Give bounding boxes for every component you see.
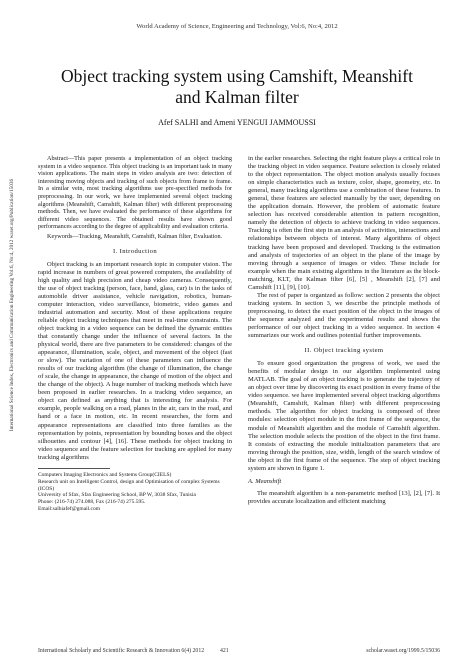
side-margin-strip xyxy=(9,170,17,440)
left-column xyxy=(38,155,232,513)
page-number: 421 xyxy=(220,648,229,654)
right-paragraph-2: The rest of paper is organized as follow: section 2 presents the object tracking system. In section 3, we describe the principle methods of preprocessing, to detect the exact position of the object in the images of the sequence analyzed and the experimental results and shows the performance of our object tracking in a video sequence. In section 4 summarizes our work and outlines potential further improvements. xyxy=(248,291,440,340)
footer-link[interactable]: scholar.waset.org/1999.5/15036 xyxy=(366,648,440,654)
title-line-1: Object tracking system using Camshift, Meanshift xyxy=(61,66,413,86)
footnote xyxy=(38,472,232,513)
footnote-rule xyxy=(38,468,110,469)
footer-journal: International Scholarly and Scientific Research & Innovation 6(4) 2012 xyxy=(38,648,205,654)
footnote-line: Computers Imaging Electronics and Systems Group(CIELS) xyxy=(38,471,172,478)
footnote-line: University of Sfax, Sfax Engineering School, BP W, 3038 Sfax, Tunisia xyxy=(38,492,196,499)
section-2-heading: II. Object tracking system xyxy=(304,347,384,355)
title-line-2: and Kalman filter xyxy=(175,87,299,107)
right-column xyxy=(248,155,440,506)
intro-paragraph: Object tracking is an important research topic in computer vision. The rapid increase in numbers of great powered computers, the availability of high quality and high precision and cheap video cameras. Consequently, the use of object tracking (person, face, hand, glass, car) is in the tasks of automobile driver assistance, vehicle navigation, robotics, human-computer interaction, video surveillance, biometric, video games and industrial automation and security. Most of these applications require reliable object tracking techniques that meet in real-time constraints. The object tracking in a video sequence can be defined the dynamic entities that constantly change under the influence of several factors. In the physical world, there are five parameters to be considered: changes of the appearance, illumination, scale, object, and movement of the object (fast or slow). The variation of one of these parameters can influence the results of our tracking algorithm (the change of illumination, the change of scale, the change in appearance, the change of motion of the object and the change of the object). A huge number of tracking methods which have been proposed in earlier researches. In a tracking video sequence, an object can defined as anything that is interesting for analysis. For example, people walking on a road, planes in the air, cars in the road, and hand or a face in motion, etc. In recent researches, the form and appearance representations are classified into three families as the representation by points, representation by bounding boxes and the object silhouettes and contour [4], [16]. These methods for object tracking in video sequence and the feature selection for tracking are applied for many tracking algorithms xyxy=(38,260,232,461)
footnote-line: Research unit on Intelligent Control, design and Optimisation of complex Systems (ICOS) xyxy=(38,478,220,492)
paper-title xyxy=(20,66,454,108)
footnote-line: Email:salhiafef@gmail.com xyxy=(38,506,101,513)
keywords: Keywords—Tracking, Meanshift, Camshift, Kalman filter, Evaluation. xyxy=(47,232,223,240)
section-2-paragraph: To ensure good organization the progress of work, we used the benefits of modular design in our algorithm implemented using MATLAB. The goal of an object tracking is to generate the trajectory of an object over time by discovering its exact position in every frame of the video sequence. we have implemented several object tracking algorithms (Meanshift, Camshift, Kalman filter) with different preprocessing methods. The algorithm for object tracking is composed of three modules: selection object module in the first frame of the sequence, the module of Meanshift algorithm and the module of Camshift algorithm. The selection module selects the position of the object in the first frame. It consists of extracting the module initialization parameters that are moving through the position, size, width, length of the search window of the object in the first frame of the sequence. The step of object tracking system are shown in figure 1. xyxy=(248,360,440,472)
intro-heading: I. Introduction xyxy=(112,247,158,255)
side-margin-text: International Science Index, Electronics and Communication Engineering Vol:6, No:4, 2012 waset.org/Publication/15036 xyxy=(9,178,15,432)
footnote-line: Phone: (216-74) 274.088, Fax (216-74) 275.595. xyxy=(38,499,146,506)
right-paragraph-1: in the earlier researches. Selecting the right feature plays a critical role in the tracking object in video sequence. Feature selection is closely related to the object representation. The object motion analysis usually focuses on simple characteristics such as texture, color, shape, geometry, etc. In general, many tracking algorithms use a combination of these features. In general, these features are selected manually by the user, depending on the application domain. However, the problem of automatic feature selection has received considerable attention in pattern recognition, namely the detection of objects to achieve tracking in video sequences. Tracking is often the first step in an analysis of activities, interactions and relationships between objects of interest. Many algorithms of object tracking have been proposed and developed. Tracking is the estimation and analysis of trajectories of an object in the plane of the image by moving through a sequence of images or video. These include for example when the main existing algorithms in the literature as the block-matching, KLT, the Kalman filter [6], [5] , Meanshift [2], [7] and Camshift [11], [9], [10]. xyxy=(248,155,440,291)
subsection-paragraph: The meanshift algorithm is a non-parametric method [13], [2], [7]. It provides accurate localization and efficient matching xyxy=(248,489,440,505)
subsection-heading: A. Meanshift xyxy=(248,477,282,485)
journal-header: World Academy of Science, Engineering and Technology, Vol:6, No:4, 2012 xyxy=(136,23,338,30)
abstract: Abstract—This paper presents a implementation of an object tracking system in a video sequence. This object tracking is an important task in many vision applications. The main steps in video analysis are two: detection of interesting moving objects and tracking of such objects from frame to frame. In a similar vein, most tracking algorithms use pre-specified methods for preprocessing. In our work, we have implemented several object tracking algorithms (Meanshift, Camshift, Kalman filter) with different preprocessing methods. Then, we have evaluated the performance of these algorithms for different video sequences. The obtained results have shown good performances according to the degree of applicability and evaluation criteria. xyxy=(38,155,232,231)
paper-authors: Afef SALHI and Ameni YENGUI JAMMOUSSI xyxy=(158,118,316,127)
